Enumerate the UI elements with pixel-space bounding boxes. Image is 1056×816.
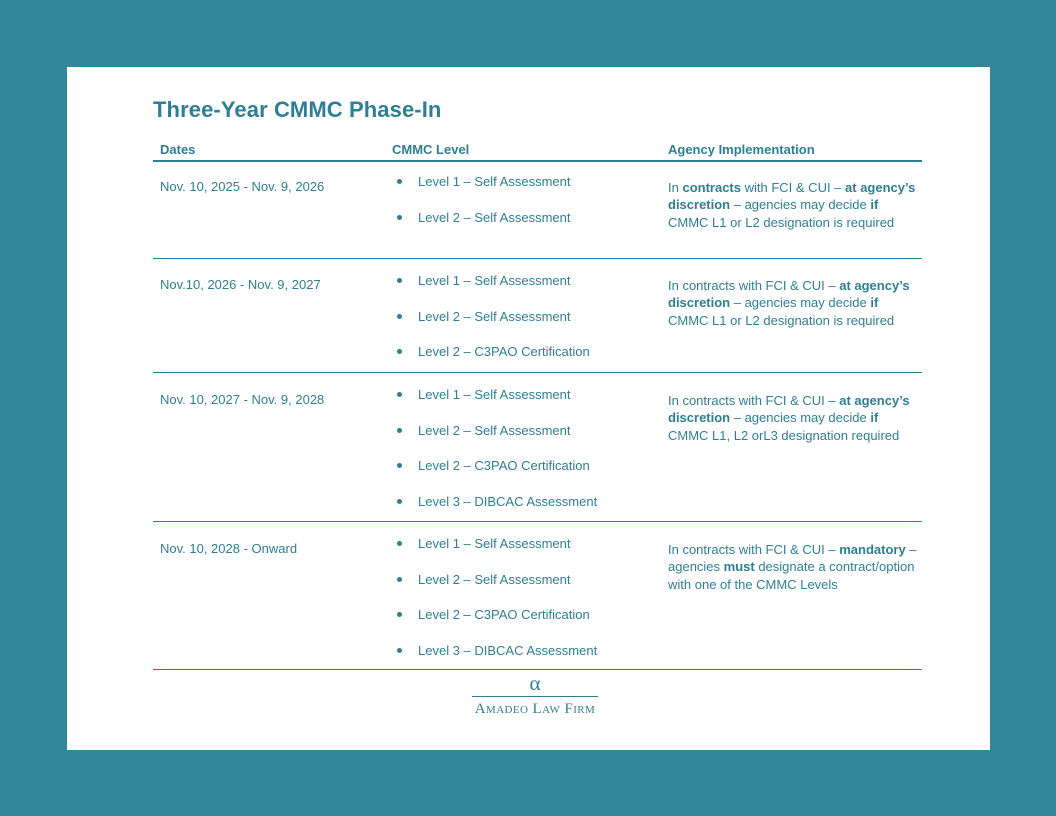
firm-name: Amadeo Law Firm: [474, 701, 596, 717]
body-text: In contracts with FCI & CUI –: [668, 393, 840, 408]
level-item: Level 1 – Self Assessment: [397, 174, 570, 210]
table-row: [153, 260, 922, 373]
level-list: [397, 273, 590, 380]
alpha-symbol: α: [529, 671, 541, 695]
level-list: [397, 536, 597, 678]
body-text: In contracts with FCI & CUI –: [668, 542, 840, 557]
level-item: Level 1 – Self Assessment: [397, 273, 590, 309]
body-text: CMMC L1 or L2 designation is required: [668, 214, 895, 230]
body-text: – agencies: [668, 542, 917, 575]
level-item: Level 3 – DIBCAC Assessment: [397, 494, 597, 530]
level-item: Level 2 – Self Assessment: [397, 572, 597, 608]
logo-rule: [472, 696, 598, 697]
table-row: [153, 373, 922, 522]
emphasis-text: at agency’s discretion: [668, 278, 910, 311]
header-agency-implementation: Agency Implementation: [668, 142, 815, 157]
level-item: Level 1 – Self Assessment: [397, 536, 597, 572]
body-text: – agencies may decide: [730, 295, 871, 311]
body-text: In: [668, 180, 683, 195]
agency-implementation: [668, 541, 922, 593]
level-item: Level 2 – Self Assessment: [397, 309, 590, 345]
emphasis-text: mandatory: [839, 542, 906, 557]
body-text: – agencies may decide: [730, 197, 871, 213]
level-list: [397, 387, 597, 529]
level-item: Level 2 – Self Assessment: [397, 423, 597, 459]
body-text: In contracts with FCI & CUI –: [668, 278, 840, 293]
level-item: Level 2 – C3PAO Certification: [397, 344, 590, 380]
level-item: Level 2 – C3PAO Certification: [397, 607, 597, 643]
document-page: [67, 67, 990, 750]
agency-implementation: [668, 392, 922, 444]
header-dates: Dates: [160, 142, 196, 157]
body-text: with FCI & CUI –: [741, 180, 846, 195]
emphasis-text: if: [870, 295, 879, 311]
row-date: Nov. 10, 2027 - Nov. 9, 2028: [160, 392, 325, 407]
page-title: Three-Year CMMC Phase-In: [153, 97, 442, 122]
emphasis-text: must: [723, 559, 755, 575]
emphasis-text: if: [870, 410, 879, 426]
row-date: Nov. 10, 2028 - Onward: [160, 541, 298, 556]
firm-logo: [470, 673, 600, 718]
agency-implementation: [668, 277, 922, 329]
level-item: Level 2 – Self Assessment: [397, 210, 570, 246]
level-list: [397, 174, 570, 245]
body-text: designate a contract/option with one of the CMMC Levels: [668, 559, 915, 592]
level-item: Level 2 – C3PAO Certification: [397, 458, 597, 494]
emphasis-text: contracts: [682, 180, 741, 195]
table-row: [153, 162, 922, 259]
body-text: CMMC L1, L2 orL3 designation required: [668, 427, 900, 443]
level-item: Level 3 – DIBCAC Assessment: [397, 643, 597, 679]
body-text: CMMC L1 or L2 designation is required: [668, 312, 895, 328]
body-text: – agencies may decide: [730, 410, 871, 426]
table-header: [153, 142, 922, 162]
row-date: Nov.10, 2026 - Nov. 9, 2027: [160, 277, 321, 292]
row-date: Nov. 10, 2025 - Nov. 9, 2026: [160, 179, 325, 194]
header-cmmc-level: CMMC Level: [392, 142, 470, 157]
emphasis-text: at agency’s discretion: [668, 393, 910, 426]
agency-implementation: [668, 179, 922, 231]
emphasis-text: if: [870, 197, 879, 213]
emphasis-text: at agency’s discretion: [668, 180, 916, 213]
table-row: [153, 522, 922, 670]
level-item: Level 1 – Self Assessment: [397, 387, 597, 423]
